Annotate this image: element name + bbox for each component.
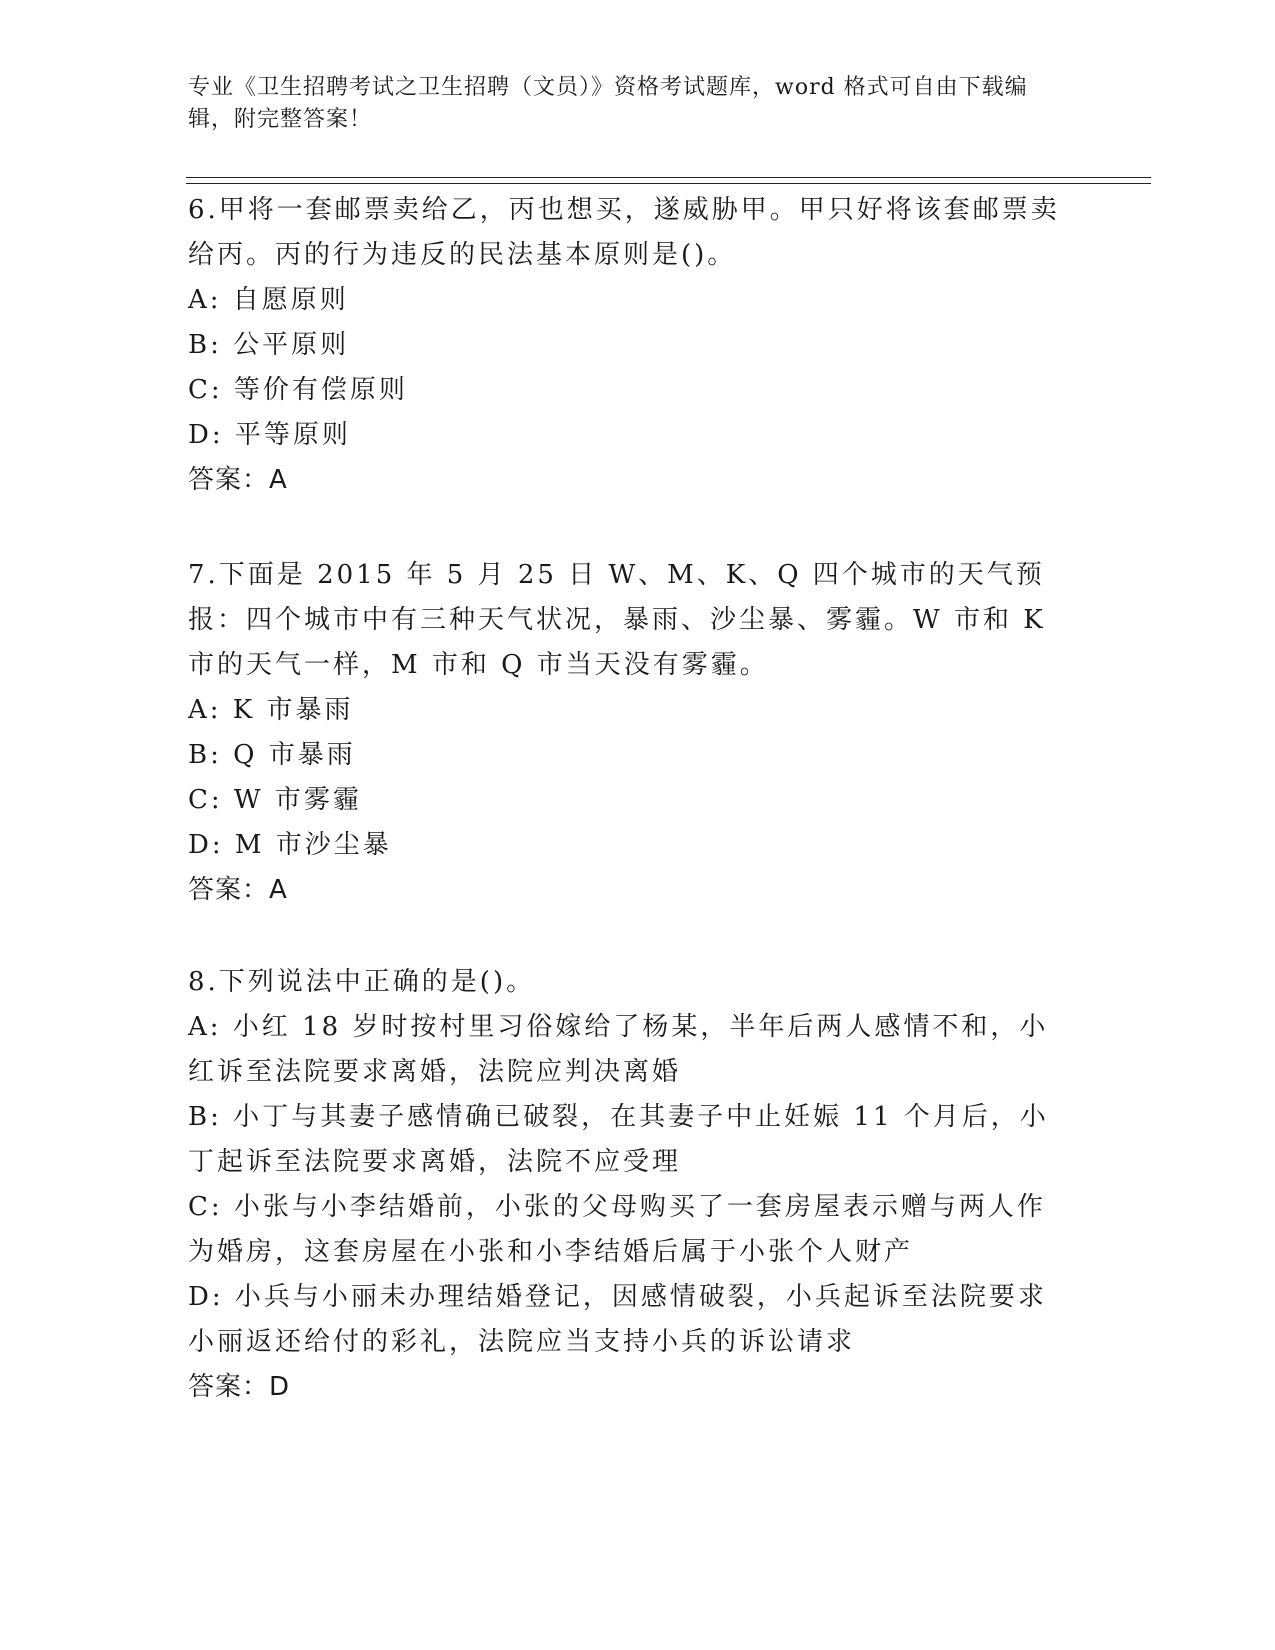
document-header: 专业《卫生招聘考试之卫生招聘（文员）》资格考试题库，word 格式可自由下载编辑，附完整答案！ xyxy=(188,75,1028,132)
option-c: C: 小张与小李结婚前，小张的父母购买了一套房屋表示赠与两人作为婚房，这套房屋在小张和小李结婚后属于小张个人财产 xyxy=(188,1192,1046,1267)
header-divider-top xyxy=(186,177,1151,178)
option-c: C: 等价有偿原则 xyxy=(188,375,408,405)
question-stem: 7.下面是 2015 年 5 月 25 日 W、M、K、Q 四个城市的天气预报：四个城市中有三种天气状况，暴雨、沙尘暴、雾霾。W 市和 K 市的天气一样，M 市和 Q 市当天没有雾霾。 xyxy=(188,560,1046,680)
question-7 xyxy=(188,553,1068,913)
question-6 xyxy=(188,188,1068,503)
question-stem: 6.甲将一套邮票卖给乙，丙也想买，遂威胁甲。甲只好将该套邮票卖给丙。丙的行为违反的民法基本原则是()。 xyxy=(188,195,1060,270)
question-8 xyxy=(188,960,1068,1410)
question-stem: 8.下列说法中正确的是()。 xyxy=(188,967,536,997)
option-a: A: K 市暴雨 xyxy=(188,695,354,725)
option-d: D: M 市沙尘暴 xyxy=(188,830,392,860)
option-c: C: W 市雾霾 xyxy=(188,785,362,815)
option-b: B: 小丁与其妻子感情确已破裂，在其妻子中止妊娠 11 个月后，小丁起诉至法院要求离婚，法院不应受理 xyxy=(188,1102,1049,1177)
answer-line: 答案：A xyxy=(188,465,288,495)
option-d: D: 小兵与小丽未办理结婚登记，因感情破裂，小兵起诉至法院要求小丽返还给付的彩礼，法院应当支持小兵的诉讼请求 xyxy=(188,1282,1047,1357)
option-b: B: 公平原则 xyxy=(188,330,350,360)
option-a: A: 自愿原则 xyxy=(188,285,349,315)
answer-line: 答案：D xyxy=(188,1372,291,1402)
header-divider-bottom xyxy=(186,183,1151,184)
option-d: D: 平等原则 xyxy=(188,420,351,450)
answer-line: 答案：A xyxy=(188,875,288,905)
option-b: B: Q 市暴雨 xyxy=(188,740,356,770)
option-a: A: 小红 18 岁时按村里习俗嫁给了杨某，半年后两人感情不和，小红诉至法院要求离婚，法院应判决离婚 xyxy=(188,1012,1049,1087)
